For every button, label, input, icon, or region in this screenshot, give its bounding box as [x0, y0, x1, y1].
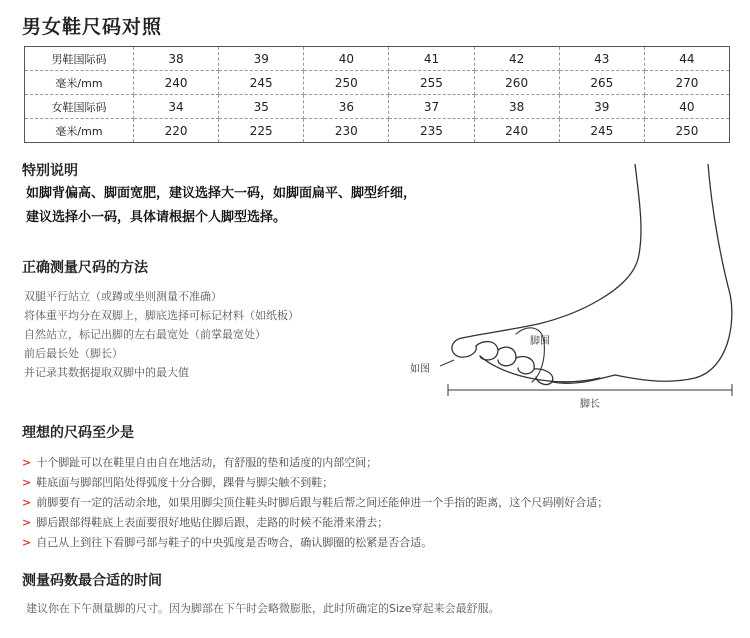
method-heading: 正确测量尺码的方法	[22, 260, 148, 276]
row-header: 毫米/mm	[25, 71, 134, 95]
table-cell: 40	[644, 95, 729, 119]
ideal-list	[22, 453, 608, 553]
method-line: 自然站立，标记出脚的左右最宽处（前掌最宽处）	[24, 328, 266, 341]
special-notes	[26, 182, 416, 230]
table-cell: 39	[219, 47, 304, 71]
special-line: 如脚背偏高、脚面宽肥，建议选择大一码，如脚面扁平、脚型纤细，	[26, 186, 417, 201]
table-cell: 39	[559, 95, 644, 119]
table-cell: 235	[389, 119, 474, 143]
table-cell: 245	[219, 71, 304, 95]
chevron-right-icon: >	[22, 536, 32, 549]
table-cell: 250	[304, 71, 389, 95]
special-heading: 特别说明	[22, 163, 78, 179]
list-item	[22, 453, 608, 473]
table-cell: 240	[134, 71, 219, 95]
table-cell: 230	[304, 119, 389, 143]
table-row	[25, 95, 730, 119]
foot-diagram	[440, 164, 740, 414]
list-item	[22, 473, 608, 493]
chevron-right-icon: >	[22, 516, 32, 529]
table-cell: 265	[559, 71, 644, 95]
time-heading: 测量码数最合适的时间	[22, 573, 162, 589]
table-cell: 36	[304, 95, 389, 119]
table-row	[25, 119, 730, 143]
table-cell: 250	[675, 123, 699, 138]
foot-outline-illustration	[440, 164, 740, 414]
list-item	[22, 533, 608, 553]
page-title: 男女鞋尺码对照	[22, 16, 163, 38]
length-label: 脚长	[580, 399, 600, 410]
table-cell: 40	[304, 47, 389, 71]
method-steps	[24, 287, 299, 382]
girth-label: 脚围	[530, 336, 550, 347]
as-shown-label: 如图	[410, 364, 430, 375]
row-header: 毫米/mm	[25, 119, 134, 143]
chevron-right-icon: >	[22, 456, 32, 469]
method-line: 前后最长处（脚长）	[24, 347, 123, 360]
method-line: 将体重平均分在双脚上，脚底选择可标记材料（如纸板）	[24, 309, 299, 322]
size-chart-table	[24, 46, 730, 143]
table-cell: 38	[474, 95, 559, 119]
table-cell: 42	[474, 47, 559, 71]
list-item-text: 自己从上到往下看脚弓部与鞋子的中央弧度是否吻合，确认脚圈的松紧是否合适。	[36, 536, 433, 549]
list-item-text: 脚后跟部得鞋底上表面要很好地贴住脚后跟，走路的时候不能滑来滑去；	[36, 516, 389, 529]
table-cell: 34	[134, 95, 219, 119]
list-item	[22, 493, 608, 513]
table-cell: 225	[219, 119, 304, 143]
special-line: 建议选择小一码，具体请根据个人脚型选择。	[26, 210, 287, 225]
method-line: 并记录其数据提取双脚中的最大值	[24, 366, 189, 379]
list-item-text: 鞋底面与脚部凹陷处得弧度十分合脚，踝骨与脚尖触不到鞋；	[36, 476, 334, 489]
table-cell: 35	[219, 95, 304, 119]
table-cell: 245	[559, 119, 644, 143]
table-cell: 270	[644, 71, 729, 95]
time-text: 建议你在下午测量脚的尺寸。因为脚部在下午时会略微膨胀，此时所确定的Size穿起来会最舒服。	[26, 602, 500, 615]
table-cell: 260	[474, 71, 559, 95]
list-item	[22, 513, 608, 533]
table-cell: 240	[474, 119, 559, 143]
table-cell: 43	[559, 47, 644, 71]
row-header: 女鞋国际码	[25, 95, 134, 119]
table-cell: 44	[644, 47, 729, 71]
method-line: 双腿平行站立（或蹲或坐则测量不准确）	[24, 290, 222, 303]
table-cell: 220	[134, 119, 219, 143]
table-cell: 37	[389, 95, 474, 119]
list-item-text: 前脚要有一定的活动余地，如果用脚尖顶住鞋头时脚后跟与鞋后帮之间还能伸进一个手指的距离，这个尺码刚好合适；	[36, 496, 609, 509]
table-row	[25, 71, 730, 95]
table-row	[25, 47, 730, 71]
list-item-text: 十个脚趾可以在鞋里自由自在地活动，有舒服的垫和适度的内部空间；	[36, 456, 378, 469]
ideal-heading: 理想的尺码至少是	[22, 425, 134, 441]
table-cell: 38	[134, 47, 219, 71]
table-cell: 41	[389, 47, 474, 71]
chevron-right-icon: >	[22, 476, 32, 489]
row-header: 男鞋国际码	[25, 47, 134, 71]
table-cell: 255	[389, 71, 474, 95]
chevron-right-icon: >	[22, 496, 32, 509]
